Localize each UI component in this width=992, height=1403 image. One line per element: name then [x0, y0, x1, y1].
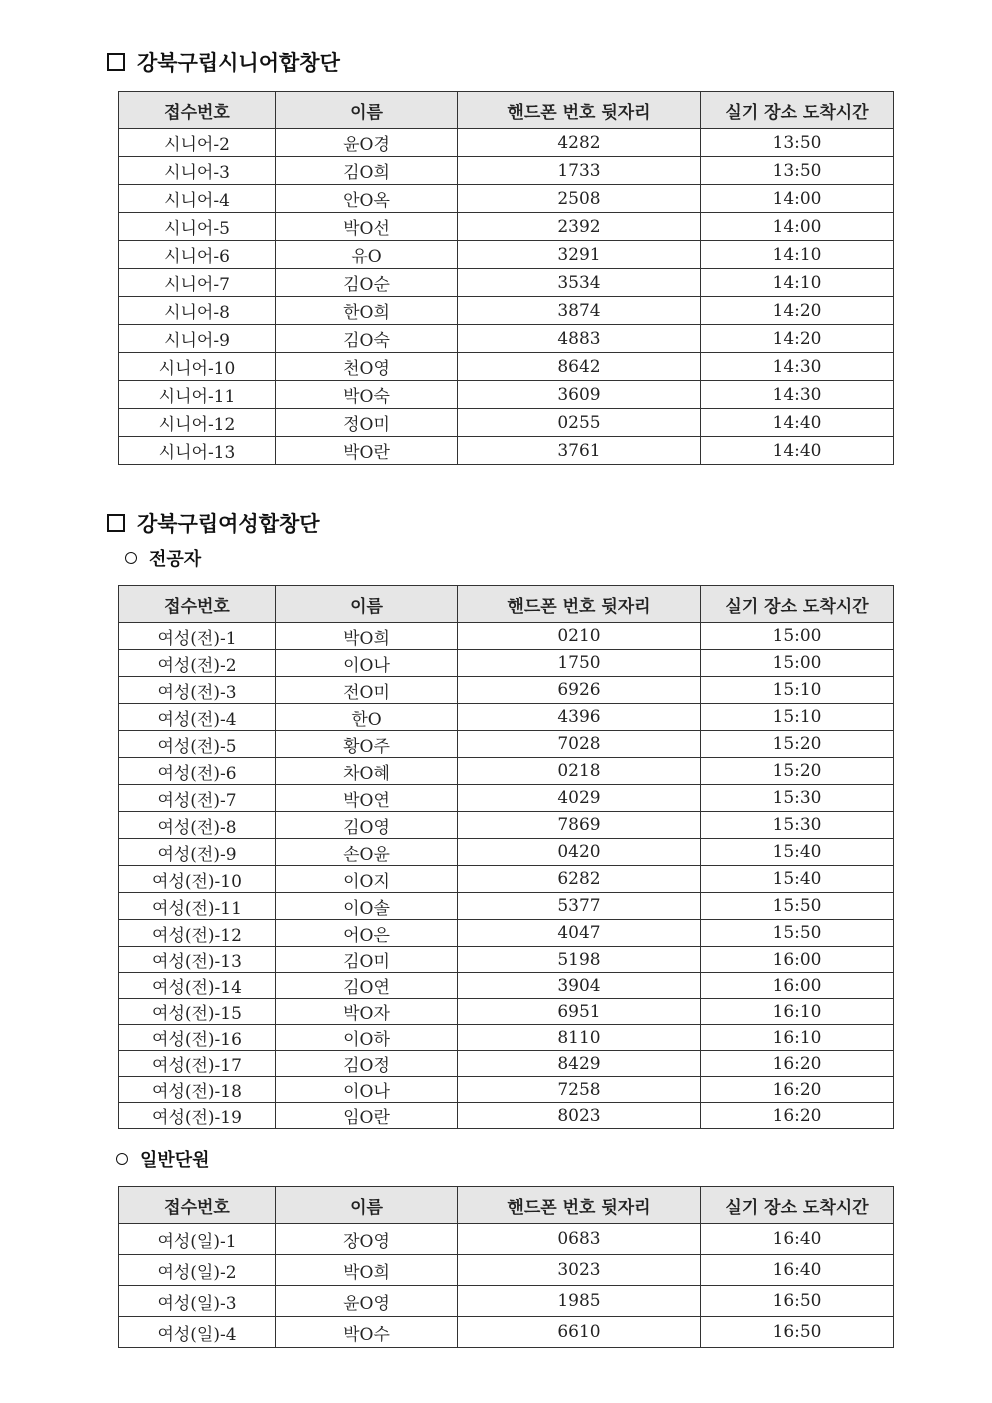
reg-no-cell: 여성(전)-17 — [119, 1051, 276, 1077]
phone-cell: 3874 — [458, 297, 701, 325]
table-row — [119, 947, 894, 973]
table-row — [119, 381, 894, 409]
arrival-cell: 16:20 — [701, 1077, 894, 1103]
arrival-cell: 16:00 — [701, 973, 894, 999]
general-subtitle — [116, 1146, 210, 1172]
phone-cell: 0255 — [458, 409, 701, 437]
arrival-cell: 15:20 — [701, 758, 894, 785]
arrival-cell: 16:40 — [701, 1255, 894, 1286]
name-cell: 김O영 — [276, 812, 458, 839]
name-cell: 윤O경 — [276, 129, 458, 157]
phone-cell: 3904 — [458, 973, 701, 999]
table-row — [119, 185, 894, 213]
arrival-cell: 15:30 — [701, 812, 894, 839]
phone-cell: 6951 — [458, 999, 701, 1025]
reg-no-cell: 여성(전)-8 — [119, 812, 276, 839]
header-arrival: 실기 장소 도착시간 — [701, 586, 894, 623]
header-name: 이름 — [276, 586, 458, 623]
table-row — [119, 1103, 894, 1129]
arrival-cell: 15:40 — [701, 866, 894, 893]
reg-no-cell: 여성(전)-1 — [119, 623, 276, 650]
phone-cell: 0420 — [458, 839, 701, 866]
name-cell: 박O수 — [276, 1317, 458, 1348]
name-cell: 한O — [276, 704, 458, 731]
reg-no-cell: 여성(전)-16 — [119, 1025, 276, 1051]
women-general-table — [118, 1186, 894, 1348]
table-row — [119, 1224, 894, 1255]
phone-cell: 4396 — [458, 704, 701, 731]
reg-no-cell: 여성(전)-15 — [119, 999, 276, 1025]
reg-no-cell: 시니어-6 — [119, 241, 276, 269]
header-reg-no: 접수번호 — [119, 586, 276, 623]
arrival-cell: 16:20 — [701, 1103, 894, 1129]
arrival-cell: 16:00 — [701, 947, 894, 973]
table-row — [119, 213, 894, 241]
arrival-cell: 15:00 — [701, 623, 894, 650]
arrival-cell: 16:10 — [701, 999, 894, 1025]
arrival-cell: 14:00 — [701, 185, 894, 213]
phone-cell: 3291 — [458, 241, 701, 269]
women-major-table-body — [119, 623, 894, 1129]
reg-no-cell: 여성(전)-7 — [119, 785, 276, 812]
phone-cell: 0218 — [458, 758, 701, 785]
phone-cell: 5377 — [458, 893, 701, 920]
name-cell: 정O미 — [276, 409, 458, 437]
table-row — [119, 353, 894, 381]
header-name: 이름 — [276, 92, 458, 129]
reg-no-cell: 여성(전)-2 — [119, 650, 276, 677]
arrival-cell: 14:10 — [701, 269, 894, 297]
table-row — [119, 812, 894, 839]
header-arrival: 실기 장소 도착시간 — [701, 92, 894, 129]
phone-cell: 1733 — [458, 157, 701, 185]
reg-no-cell: 시니어-7 — [119, 269, 276, 297]
arrival-cell: 14:30 — [701, 353, 894, 381]
reg-no-cell: 시니어-3 — [119, 157, 276, 185]
women-general-table-header — [119, 1187, 894, 1224]
phone-cell: 8023 — [458, 1103, 701, 1129]
reg-no-cell: 시니어-8 — [119, 297, 276, 325]
table-row — [119, 297, 894, 325]
reg-no-cell: 시니어-10 — [119, 353, 276, 381]
major-subtitle — [125, 545, 201, 571]
name-cell: 이O나 — [276, 650, 458, 677]
arrival-cell: 15:10 — [701, 677, 894, 704]
senior-table-header — [119, 92, 894, 129]
reg-no-cell: 여성(전)-18 — [119, 1077, 276, 1103]
arrival-cell: 16:50 — [701, 1317, 894, 1348]
name-cell: 차O혜 — [276, 758, 458, 785]
major-subtitle-text: 전공자 — [149, 549, 202, 570]
phone-cell: 7028 — [458, 731, 701, 758]
name-cell: 안O옥 — [276, 185, 458, 213]
arrival-cell: 15:30 — [701, 785, 894, 812]
table-row — [119, 1286, 894, 1317]
name-cell: 이O나 — [276, 1077, 458, 1103]
table-row — [119, 623, 894, 650]
table-row — [119, 731, 894, 758]
arrival-cell: 13:50 — [701, 129, 894, 157]
phone-cell: 4047 — [458, 920, 701, 947]
name-cell: 김O순 — [276, 269, 458, 297]
phone-cell: 7869 — [458, 812, 701, 839]
table-row — [119, 839, 894, 866]
arrival-cell: 16:50 — [701, 1286, 894, 1317]
reg-no-cell: 여성(전)-13 — [119, 947, 276, 973]
phone-cell: 5198 — [458, 947, 701, 973]
reg-no-cell: 시니어-5 — [119, 213, 276, 241]
name-cell: 박O선 — [276, 213, 458, 241]
phone-cell: 6282 — [458, 866, 701, 893]
table-row — [119, 1077, 894, 1103]
women-choir-title-text: 강북구립여성합창단 — [137, 512, 320, 536]
women-major-table-header — [119, 586, 894, 623]
reg-no-cell: 여성(전)-11 — [119, 893, 276, 920]
table-row — [119, 241, 894, 269]
phone-cell: 3761 — [458, 437, 701, 465]
table-row — [119, 1255, 894, 1286]
reg-no-cell: 여성(일)-4 — [119, 1317, 276, 1348]
reg-no-cell: 시니어-9 — [119, 325, 276, 353]
checkbox-icon — [107, 53, 125, 71]
women-major-table — [118, 585, 894, 1129]
phone-cell: 4883 — [458, 325, 701, 353]
name-cell: 박O란 — [276, 437, 458, 465]
table-row — [119, 269, 894, 297]
senior-choir-title-text: 강북구립시니어합창단 — [137, 51, 340, 75]
header-name: 이름 — [276, 1187, 458, 1224]
reg-no-cell: 여성(전)-4 — [119, 704, 276, 731]
reg-no-cell: 여성(일)-2 — [119, 1255, 276, 1286]
name-cell: 김O정 — [276, 1051, 458, 1077]
phone-cell: 3609 — [458, 381, 701, 409]
general-subtitle-text: 일반단원 — [140, 1150, 210, 1171]
arrival-cell: 13:50 — [701, 157, 894, 185]
name-cell: 천O영 — [276, 353, 458, 381]
table-row — [119, 999, 894, 1025]
reg-no-cell: 시니어-12 — [119, 409, 276, 437]
arrival-cell: 15:20 — [701, 731, 894, 758]
circle-bullet-icon — [116, 1153, 128, 1165]
header-phone: 핸드폰 번호 뒷자리 — [458, 586, 701, 623]
name-cell: 박O희 — [276, 1255, 458, 1286]
name-cell: 전O미 — [276, 677, 458, 704]
circle-bullet-icon — [125, 552, 137, 564]
name-cell: 박O숙 — [276, 381, 458, 409]
arrival-cell: 16:10 — [701, 1025, 894, 1051]
arrival-cell: 15:50 — [701, 893, 894, 920]
phone-cell: 1985 — [458, 1286, 701, 1317]
phone-cell: 6926 — [458, 677, 701, 704]
phone-cell: 3023 — [458, 1255, 701, 1286]
header-reg-no: 접수번호 — [119, 1187, 276, 1224]
arrival-cell: 15:10 — [701, 704, 894, 731]
reg-no-cell: 여성(전)-3 — [119, 677, 276, 704]
header-phone: 핸드폰 번호 뒷자리 — [458, 92, 701, 129]
table-row — [119, 325, 894, 353]
table-row — [119, 920, 894, 947]
women-general-table-body — [119, 1224, 894, 1348]
phone-cell: 8429 — [458, 1051, 701, 1077]
name-cell: 윤O영 — [276, 1286, 458, 1317]
arrival-cell: 15:50 — [701, 920, 894, 947]
header-arrival: 실기 장소 도착시간 — [701, 1187, 894, 1224]
women-choir-title — [107, 508, 320, 538]
table-row — [119, 1025, 894, 1051]
name-cell: 박O연 — [276, 785, 458, 812]
name-cell: 김O연 — [276, 973, 458, 999]
reg-no-cell: 여성(전)-19 — [119, 1103, 276, 1129]
name-cell: 이O지 — [276, 866, 458, 893]
phone-cell: 8110 — [458, 1025, 701, 1051]
reg-no-cell: 시니어-4 — [119, 185, 276, 213]
name-cell: 손O윤 — [276, 839, 458, 866]
name-cell: 유O — [276, 241, 458, 269]
name-cell: 황O주 — [276, 731, 458, 758]
reg-no-cell: 시니어-11 — [119, 381, 276, 409]
arrival-cell: 14:10 — [701, 241, 894, 269]
phone-cell: 2508 — [458, 185, 701, 213]
header-reg-no: 접수번호 — [119, 92, 276, 129]
senior-choir-title — [107, 47, 340, 77]
table-row — [119, 866, 894, 893]
phone-cell: 2392 — [458, 213, 701, 241]
phone-cell: 8642 — [458, 353, 701, 381]
reg-no-cell: 시니어-13 — [119, 437, 276, 465]
name-cell: 김O미 — [276, 947, 458, 973]
arrival-cell: 14:00 — [701, 213, 894, 241]
name-cell: 어O은 — [276, 920, 458, 947]
checkbox-icon — [107, 514, 125, 532]
table-row — [119, 129, 894, 157]
phone-cell: 6610 — [458, 1317, 701, 1348]
arrival-cell: 16:40 — [701, 1224, 894, 1255]
table-row — [119, 677, 894, 704]
arrival-cell: 16:20 — [701, 1051, 894, 1077]
phone-cell: 3534 — [458, 269, 701, 297]
table-row — [119, 1051, 894, 1077]
reg-no-cell: 여성(전)-9 — [119, 839, 276, 866]
name-cell: 박O희 — [276, 623, 458, 650]
arrival-cell: 14:20 — [701, 325, 894, 353]
name-cell: 한O희 — [276, 297, 458, 325]
table-row — [119, 157, 894, 185]
reg-no-cell: 여성(전)-5 — [119, 731, 276, 758]
senior-table — [118, 91, 894, 465]
arrival-cell: 14:40 — [701, 409, 894, 437]
table-row — [119, 758, 894, 785]
reg-no-cell: 여성(일)-3 — [119, 1286, 276, 1317]
table-row — [119, 650, 894, 677]
arrival-cell: 15:00 — [701, 650, 894, 677]
reg-no-cell: 시니어-2 — [119, 129, 276, 157]
reg-no-cell: 여성(전)-10 — [119, 866, 276, 893]
reg-no-cell: 여성(일)-1 — [119, 1224, 276, 1255]
arrival-cell: 15:40 — [701, 839, 894, 866]
table-row — [119, 409, 894, 437]
phone-cell: 0683 — [458, 1224, 701, 1255]
phone-cell: 4029 — [458, 785, 701, 812]
table-row — [119, 785, 894, 812]
table-row — [119, 704, 894, 731]
reg-no-cell: 여성(전)-14 — [119, 973, 276, 999]
arrival-cell: 14:20 — [701, 297, 894, 325]
table-row — [119, 1317, 894, 1348]
table-row — [119, 893, 894, 920]
name-cell: 박O자 — [276, 999, 458, 1025]
arrival-cell: 14:30 — [701, 381, 894, 409]
name-cell: 이O솔 — [276, 893, 458, 920]
name-cell: 장O영 — [276, 1224, 458, 1255]
name-cell: 이O하 — [276, 1025, 458, 1051]
name-cell: 임O란 — [276, 1103, 458, 1129]
senior-table-body — [119, 129, 894, 465]
phone-cell: 0210 — [458, 623, 701, 650]
reg-no-cell: 여성(전)-6 — [119, 758, 276, 785]
reg-no-cell: 여성(전)-12 — [119, 920, 276, 947]
phone-cell: 7258 — [458, 1077, 701, 1103]
arrival-cell: 14:40 — [701, 437, 894, 465]
header-phone: 핸드폰 번호 뒷자리 — [458, 1187, 701, 1224]
table-row — [119, 437, 894, 465]
table-row — [119, 973, 894, 999]
phone-cell: 1750 — [458, 650, 701, 677]
phone-cell: 4282 — [458, 129, 701, 157]
name-cell: 김O숙 — [276, 325, 458, 353]
name-cell: 김O희 — [276, 157, 458, 185]
